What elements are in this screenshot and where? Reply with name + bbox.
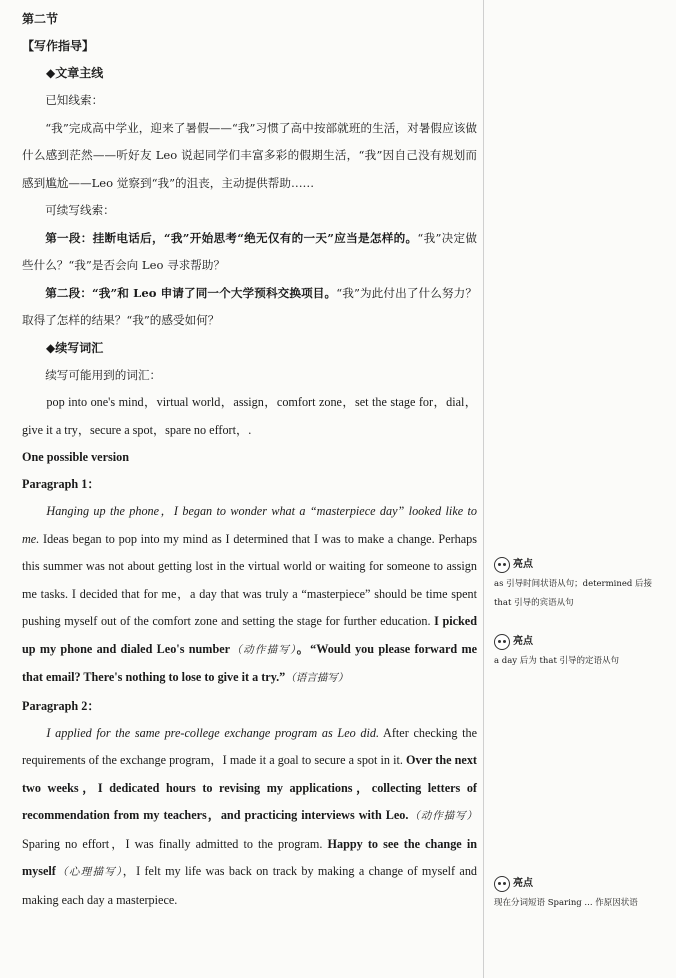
- highlight-label: 亮点: [513, 636, 533, 647]
- sidebar-note-3: [494, 874, 664, 913]
- paragraph1-text: [22, 498, 477, 693]
- p1-bold-action: I picked up my phone and dialed Leo's number: [22, 614, 477, 656]
- sidebar-note-2: [494, 632, 664, 671]
- vocab-text: pop into one's mind，virtual world，assign，comfort zone，set the stage for，dial，give it a try，secure a spot，spare no effort，.: [22, 395, 477, 437]
- para1-clue-bold: 第一段：挂断电话后，“我”开始思考“绝无仅有的一天”应当是怎样的。: [45, 230, 418, 245]
- p2-normal-1: After checking the requirements of the exchange program，I made it a goal to secure a spot in it.: [22, 725, 478, 767]
- highlight-label: 亮点: [513, 878, 533, 889]
- p2-normal-3: ，I felt my life was back on track by making a change of myself and making each day a masterpiece.: [22, 864, 478, 907]
- p2-italic: I applied for the same pre-college exchange program as Leo did.: [46, 725, 380, 740]
- p2-bold-action: Over the next two weeks，I dedicated hours to revising my applications，collecting letters of recommendation from my teachers，and practicing interviews with Leo.: [22, 753, 477, 822]
- known-clues-label: 已知线索：: [45, 93, 104, 107]
- p1-italic: Hanging up the phone，I began to wonder what a “masterpiece day” looked like to me.: [22, 504, 477, 546]
- para2-clue: [22, 280, 477, 335]
- document-body: [22, 6, 477, 914]
- p2-normal-2: Sparing no effort，I was finally admitted to the program.: [22, 836, 328, 851]
- para2-clue-normal: “我”为此付出了什么努力？取得了怎样的结果？“我”的感受如何？: [22, 285, 477, 327]
- continue-clues-label: 可续写线索：: [45, 203, 115, 217]
- vocab-heading: ◆续写词汇: [46, 340, 104, 355]
- margin-divider: [483, 0, 484, 978]
- guide-title: 【写作指导】: [22, 39, 95, 53]
- p2-note-action: （动作描写）: [408, 811, 477, 822]
- highlight-label: 亮点: [513, 559, 533, 570]
- paragraph2-text: [22, 720, 477, 915]
- highlight-face-icon: [494, 557, 510, 573]
- known-clues-text: “我”完成高中学业，迎来了暑假——“我”习惯了高中按部就班的生活，对暑假应该做什么感到茫然——听好友 Leo 说起同学们丰富多彩的假期生活，“我”因自己没有规划而感到尴尬——Leo 觉察到“我”的沮丧，主动提供帮助……: [22, 120, 477, 190]
- p2-bold-feeling: Happy to see the change in myself: [22, 836, 477, 878]
- paragraph2-heading: Paragraph 2：: [22, 698, 100, 713]
- version-heading: One possible version: [22, 450, 129, 464]
- p1-normal: Ideas began to pop into my mind as I determined that I was to make a change. Perhaps this summer was not about getting lost in the virtual world or waiting for someone to assign me tasks. I decided that for me，a day that was truly a “masterpiece” should be time spent pushing myself out of the comfort zone and setting the stage for further education.: [22, 531, 477, 628]
- para1-clue-normal: “我”决定做些什么？“我”是否会向 Leo 寻求帮助？: [22, 230, 477, 272]
- sidebar-note-1-text: as 引导时间状语从句；determined 后接 that 引导的宾语从句: [494, 579, 653, 608]
- p2-note-feeling: （心理描写）: [55, 867, 123, 878]
- paragraph1-heading: Paragraph 1：: [22, 477, 100, 491]
- para2-clue-bold: 第二段：“我”和 Leo 申请了同一个大学预科交换项目。: [45, 285, 337, 300]
- para1-clue: [22, 225, 477, 280]
- sidebar-note-1: [494, 555, 664, 613]
- sidebar-note-2-text: a day 后为 that 引导的定语从句: [494, 656, 620, 666]
- vocab-label: 续写可能用到的词汇：: [45, 367, 162, 382]
- p1-bold-speech: 。“Would you please forward me that email? There's nothing to lose to give it a try.”: [22, 641, 478, 684]
- highlight-face-icon: [494, 876, 510, 892]
- sidebar-note-3-text: 现在分词短语 Sparing ... 作原因状语: [494, 898, 638, 908]
- p1-note-action: （动作描写）: [230, 644, 297, 656]
- mainline-heading: ◆文章主线: [46, 66, 104, 80]
- highlight-face-icon: [494, 634, 510, 650]
- section-title: 第二节: [22, 12, 59, 26]
- p1-note-speech: （语言描写）: [285, 673, 349, 684]
